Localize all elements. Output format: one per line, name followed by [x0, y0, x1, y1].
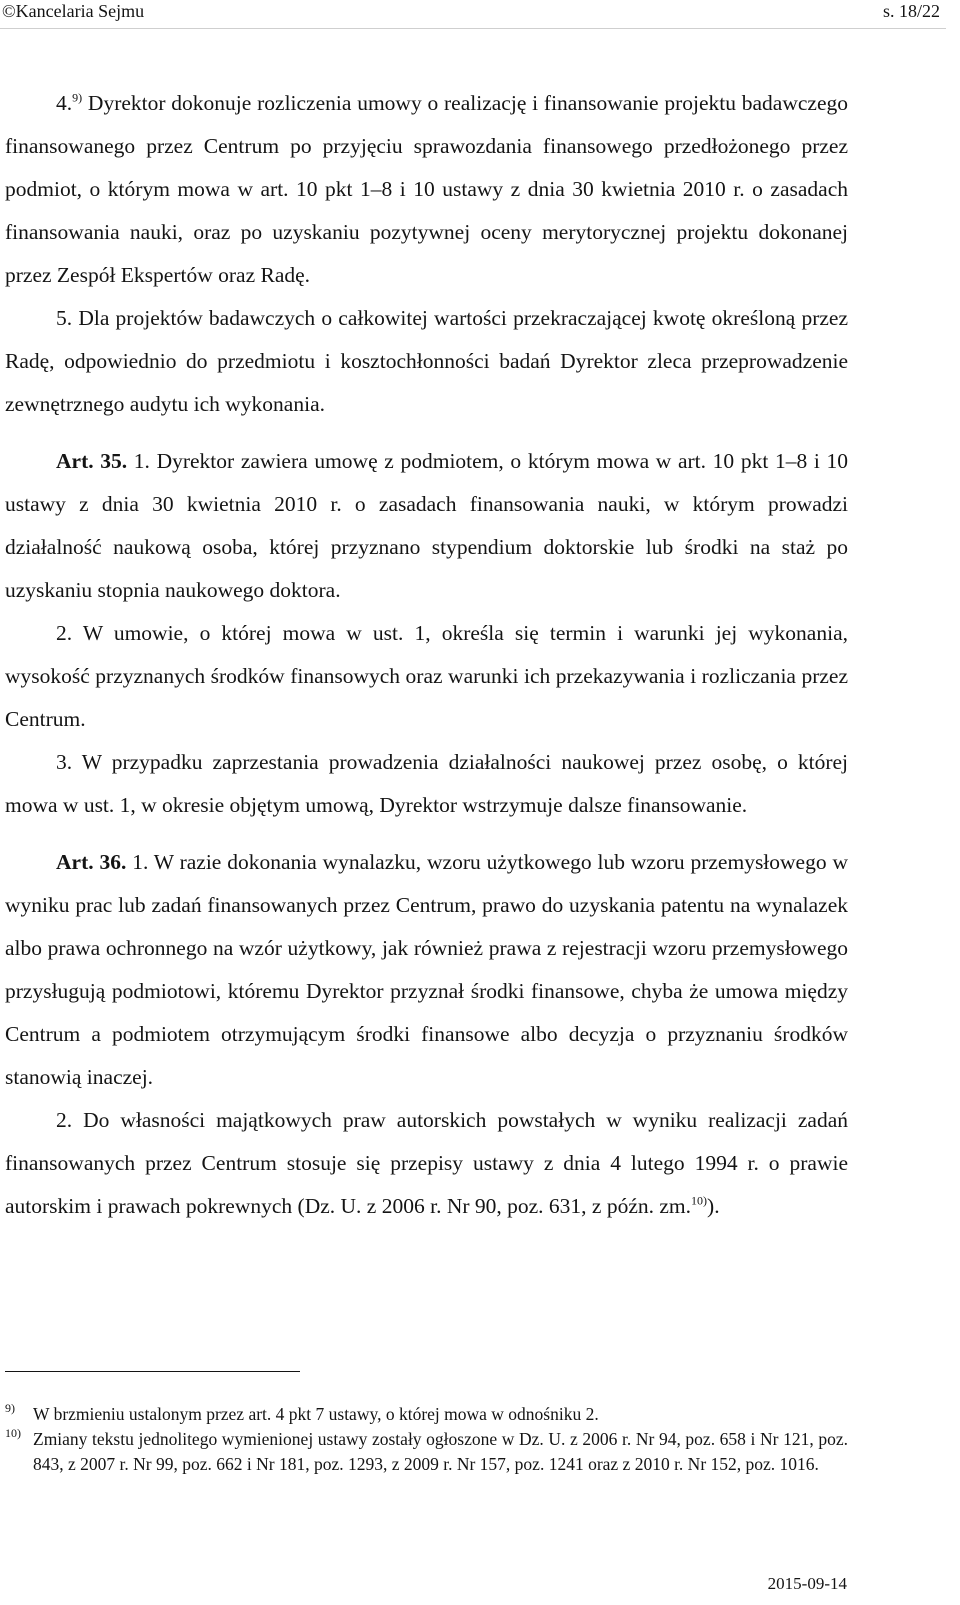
footnotes: [5, 1402, 848, 1477]
article-36-text-1: 1. W razie dokonania wynalazku, wzoru użytkowego lub wzoru przemysłowego w wyniku prac lub zadań finansowanych przez Centrum, prawo do uzyskania patentu na wynalazek albo prawa ochronnego na wzór użytkowy, jak również prawa z rejestracji wzoru przemysłowego przysługują podmiotowi, któremu Dyrektor przyznał środki finansowe, chyba że umowa między Centrum a podmiotem otrzymującym środki finansowe albo decyzja o przyznaniu środków stanowią inaczej.: [5, 850, 848, 1089]
article-36-paragraph-1: [5, 841, 848, 1099]
paragraph-4: [5, 82, 848, 297]
article-36-label: Art. 36.: [56, 850, 127, 874]
footnote-separator: [5, 1371, 300, 1372]
article-35-paragraph-1: [5, 440, 848, 612]
paragraph-4-number: 4.: [56, 91, 73, 115]
copyright-label: ©Kancelaria Sejmu: [2, 1, 145, 21]
page-number: s. 18/22: [882, 1, 940, 21]
article-35-paragraph-3: 3. W przypadku zaprzestania prowadzenia działalności naukowej przez osobę, o której mowa w ust. 1, w okresie objętym umową, Dyrektor wstrzymuje dalsze finansowanie.: [5, 750, 848, 817]
footnote-mark: 10): [5, 1426, 21, 1440]
header-divider: [0, 28, 946, 29]
article-35-label: Art. 35.: [56, 449, 128, 473]
footnote-item: [5, 1402, 848, 1427]
footnote-item: [5, 1427, 848, 1477]
footer-date: 2015-09-14: [767, 1574, 847, 1593]
article-35-paragraph-2: 2. W umowie, o której mowa w ust. 1, określa się termin i warunki jej wykonania, wysokość przyznanych środków finansowych oraz warunki ich przekazywania i rozliczania przez Centrum.: [5, 621, 848, 731]
footnote-ref-9[interactable]: 9): [72, 90, 83, 105]
page-header: [0, 0, 960, 34]
article-36-paragraph-2: [5, 1099, 848, 1228]
footnote-text: Zmiany tekstu jednolitego wymienionej ustawy zostały ogłoszone w Dz. U. z 2006 r. Nr 94, poz. 658 i Nr 121, poz. 843, z 2007 r. Nr 99, poz. 662 i Nr 181, poz. 1293, z 2009 r. Nr 157, poz. 1241 oraz z 2010 r. Nr 152, poz. 1016.: [33, 1429, 848, 1474]
article-35-text-1: 1. Dyrektor zawiera umowę z podmiotem, o którym mowa w art. 10 pkt 1–8 i 10 ustawy z dnia 30 kwietnia 2010 r. o zasadach finansowania nauki, w którym prowadzi działalność naukową osoba, której przyznano stypendium doktorskie lub środki na staż po uzyskaniu stopnia naukowego doktora.: [5, 449, 848, 602]
document-body: [5, 82, 848, 1228]
article-36-text-2-end: ).: [707, 1194, 720, 1218]
article-36-text-2: 2. Do własności majątkowych praw autorskich powstałych w wyniku realizacji zadań finansowanych przez Centrum stosuje się przepisy ustawy z dnia 4 lutego 1994 r. o prawie autorskim i prawach pokrewnych (Dz. U. z 2006 r. Nr 90, poz. 631, z późn. zm.: [5, 1108, 848, 1218]
paragraph-5: 5. Dla projektów badawczych o całkowitej wartości przekraczającej kwotę określoną przez Radę, odpowiednio do przedmiotu i kosztochłonności badań Dyrektor zleca przeprowadzenie zewnętrznego audytu ich wykonania.: [5, 306, 848, 416]
paragraph-4-text: Dyrektor dokonuje rozliczenia umowy o realizację i finansowanie projektu badawczego finansowanego przez Centrum po przyjęciu sprawozdania finansowego przedłożonego przez podmiot, o którym mowa w art. 10 pkt 1–8 i 10 ustawy z dnia 30 kwietnia 2010 r. o zasadach finansowania nauki, oraz po uzyskaniu pozytywnej oceny merytorycznej projektu dokonanej przez Zespół Ekspertów oraz Radę.: [5, 91, 848, 287]
footnote-text: W brzmieniu ustalonym przez art. 4 pkt 7 ustawy, o której mowa w odnośniku 2.: [33, 1404, 599, 1424]
footnote-ref-10[interactable]: 10): [691, 1193, 708, 1208]
footnote-mark: 9): [5, 1401, 15, 1415]
